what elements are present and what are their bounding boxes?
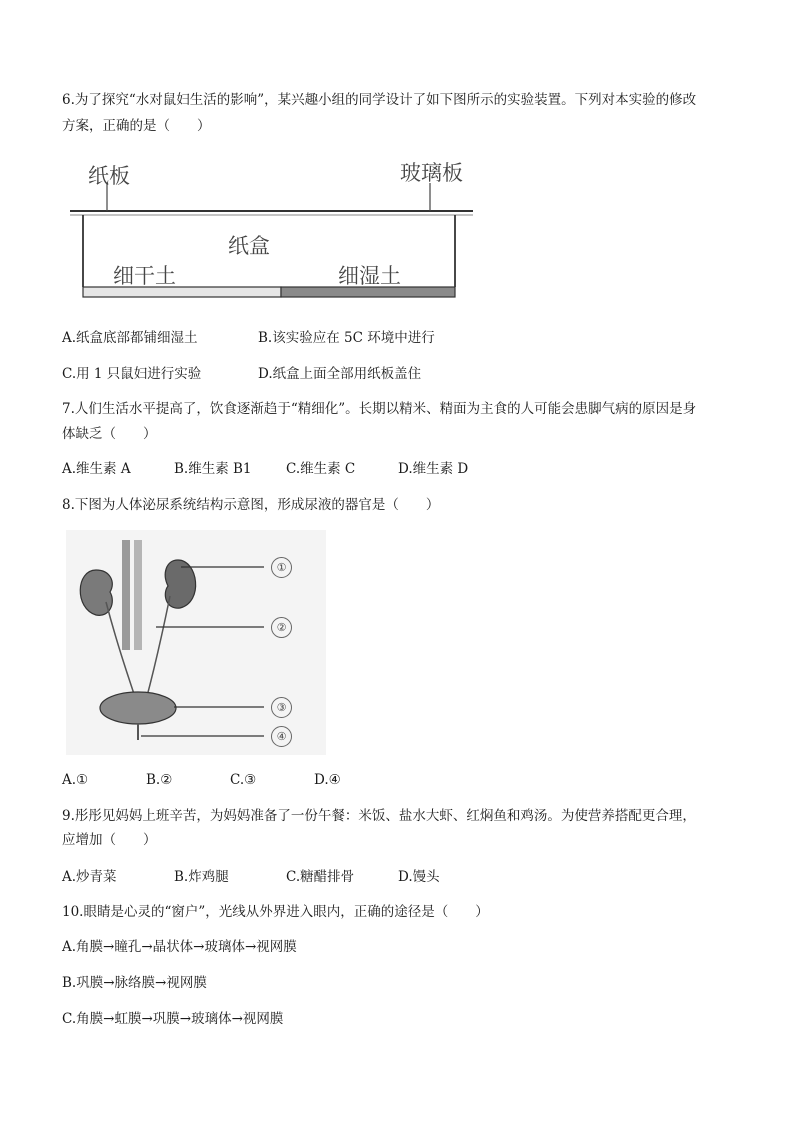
glass-plate-label: 玻璃板: [400, 161, 463, 185]
q9-option-b: B.炸鸡腿: [174, 869, 229, 885]
q10-option-a: A.角膜→瞳孔→晶状体→玻璃体→视网膜: [62, 939, 297, 955]
q10-stem-line1: 10.眼睛是心灵的“窗户”，光线从外界进入眼内，正确的途径是（ ）: [62, 904, 489, 920]
q6-option-b: B.该实验应在 5C 环境中进行: [258, 330, 435, 346]
q9-stem-line2: 应增加（ ）: [62, 832, 157, 848]
q9-option-a: A.炒青菜: [62, 869, 117, 885]
q7-stem-line1: 7.人们生活水平提高了，饮食逐渐趋于“精细化”。长期以精米、精面为主食的人可能会患脚气病的原因是身: [62, 401, 697, 417]
q6-stem-line2: 方案，正确的是（ ）: [62, 118, 211, 134]
q8-option-a: A.①: [62, 772, 89, 788]
q6-option-a: A.纸盒底部都铺细湿土: [62, 330, 198, 346]
q8-stem-line1: 8.下图为人体泌尿系统结构示意图，形成尿液的器官是（ ）: [62, 497, 440, 513]
marker-4: ④: [271, 726, 292, 747]
marker-2: ②: [271, 617, 292, 638]
q9-option-c: C.糖醋排骨: [286, 869, 355, 885]
marker-1: ①: [271, 557, 292, 578]
q10-option-b: B.巩膜→脉络膜→视网膜: [62, 975, 207, 991]
dry-soil-label: 细干土: [113, 264, 176, 288]
marker-3: ③: [271, 697, 292, 718]
q6-option-c: C.用 1 只鼠妇进行实验: [62, 366, 202, 382]
q9-option-d: D.馒头: [398, 869, 440, 885]
wet-soil-label: 细湿土: [338, 264, 401, 288]
q9-stem-line1: 9.彤彤见妈妈上班辛苦，为妈妈准备了一份午餐：米饭、盐水大虾、红焖鱼和鸡汤。为使营养搭配更合理，: [62, 808, 696, 824]
q7-option-b: B.维生素 B1: [174, 461, 252, 477]
q7-option-c: C.维生素 C: [286, 461, 356, 477]
q8-option-c: C.③: [230, 772, 257, 788]
cardboard-label: 纸板: [88, 164, 130, 188]
q7-stem-line2: 体缺乏（ ）: [62, 426, 157, 442]
q8-option-b: B.②: [146, 772, 173, 788]
q6-option-d: D.纸盒上面全部用纸板盖住: [258, 366, 422, 382]
q7-option-d: D.维生素 D: [398, 461, 469, 477]
q10-option-c: C.角膜→虹膜→巩膜→玻璃体→视网膜: [62, 1011, 284, 1027]
box-label: 纸盒: [228, 234, 270, 258]
q7-option-a: A.维生素 A: [62, 461, 131, 477]
urinary-system-drawing: [66, 530, 336, 760]
q6-stem-line1: 6.为了探究“水对鼠妇生活的影响”，某兴趣小组的同学设计了如下图所示的实验装置。下列对本实验的修改: [62, 92, 697, 108]
q8-option-d: D.④: [314, 772, 341, 788]
